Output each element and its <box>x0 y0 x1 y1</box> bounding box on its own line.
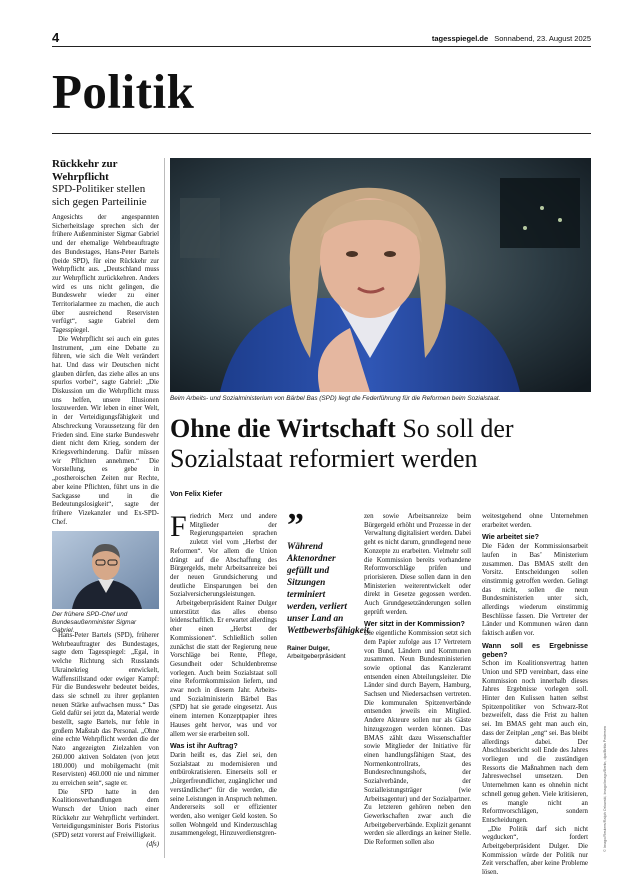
main-paragraph: weitestgehend ohne Unternehmen erarbeitet werden. <box>482 513 588 529</box>
site-name: tagesspiegel.de <box>431 34 489 43</box>
main-paragraph: Die eigentliche Kommission setzt sich dem Papier zufolge aus 17 Vertretern von Bund, Ländern und Kommunen zusammen. Neun Bundesministerien sowie optional das Kanzleramt entsenden einen Abteilungsleiter. Die Länder sind durch Bayern, Hamburg, Sachsen und Niedersachsen vertreten. Die kommunalen Spitzenverbände entsenden jeweils ein Mitglied. Andere Akteure sollen nur als Gäste hinzugezogen werden können. Das BMAS zählt dazu Wissenschaftler sowie Mitglieder der Initiative für einen handlungsfähigen Staat, des Normenkontrollrats, des Bundesrechnungshofs, der Sozialverbände, der Sozialleistungsträger (wie Arbeitsagentur) und der Sozialpartner. Zu letzteren gehören neben den Gewerkschaften zwar auch die Arbeitgeberverbände. Explizit genannt werden sie allerdings an keiner Stelle. Die Reformen sollen also <box>364 630 471 847</box>
photo-credit: © Imago/Reuters/Ralph Orlowski, Imago/Imago/Berlin, dpa/Britta Pedersen <box>603 725 607 852</box>
side-paragraph: Angesichts der angespannten Sicherheitslage sprechen sich der frühere Außenminister Sigmar Gabriel und der ehemalige Wehrbeauftragte des Bundestages, Hans-Peter Bartels (beide SPD), für eine Rückkehr zur Wehrpflicht aus. „Deutschland muss zur Wehrpflicht zurückkehren. Anders wird es uns nicht gelingen, die Bundeswehr wieder zu einer Territorialarmee zu machen, die auch über ausreichend Reservisten verfügt“, sagte Gabriel dem Tagesspiegel. <box>52 214 159 335</box>
main-paragraph: Schon im Koalitionsvertrag hatten Union und SPD vereinbart, dass eine Kommission noch innerhalb dieses Jahres Ergebnisse vorlegen soll. Hinter den Kulissen hatten selbst Spitzenpolitiker von Schwarz-Rot bezweifelt, dass die Frist zu halten sei. Im BMAS geht man auch ein, dass der Zeitplan „eng“ sei. Bas bleibt allerdings dabei. Der Abschlussbericht soll Ende des Jahres vorliegen und die zuständigen Ressorts die Maßnahmen nach dem Jahreswechsel umsetzen. Den Unternehmen kann es ohnehin nicht schnell genug gehen. Viele kritisieren, es mangle nicht an Reformvorschlägen, sondern Entscheidungen. <box>482 660 588 824</box>
quote-attribution <box>287 645 353 661</box>
main-column-3 <box>364 513 471 848</box>
side-text-bottom <box>52 632 159 850</box>
side-text-top <box>52 214 159 527</box>
main-photo-caption: Beim Arbeits- und Sozialministerium von Bärbel Bas (SPD) liegt die Federführung für die Reformen beim Sozialstaat. <box>170 395 501 402</box>
quote-role: Arbeitgeberpräsident <box>287 653 346 660</box>
side-photo <box>52 531 159 609</box>
side-paragraph: Die SPD hatte in den Koalitionsverhandlungen dem Wunsch der Union nach einer Rückkehr zur Wehrpflicht verhindert. Verteidigungsminister Boris Pistorius (SPD) setzt vorerst auf Freiwilligkeit. <box>52 788 159 840</box>
side-article <box>52 158 159 527</box>
page-header-info <box>432 34 591 43</box>
side-kicker: Rückkehr zur Wehrpflicht <box>52 158 118 183</box>
issue-date: Sonnabend, 23. August 2025 <box>494 34 591 43</box>
main-headline <box>170 414 591 474</box>
main-paragraph: zen sowie Arbeitsanreize beim Bürgergeld erhöht und Prozesse in der Verwaltung digitalisiert werden. Dabei geht es nicht darum, grundlegend neue Konzepte zu erarbeiten. Vielmehr soll die Kommission bereits vorhandene Reformvorschläge prüfen und priorisieren. Diese sollen dann in den Ministerien weiterentwickelt oder direkt in Gesetze gegossen werden. Auch Grundgesetzänderungen sollen geprüft werden. <box>364 513 471 616</box>
side-paragraph: Die Wehrpflicht sei auch ein gutes Instrument, „um eine Debatte zu führen, wie sich die Welt verändert hat. Und dass wir Deutschen nicht glauben dürfen, das ziehe alles an uns spurlos vorbei“, sagte Gabriel: „Die Diskussion um die Wehrpflicht muss uns helfen, unsere Illusionen loszuwerden. Wir leben in einer Welt, in der Verteidigungsfähigkeit und Abschreckung Voraussetzung für den Frieden sind. Eine starke Bundeswehr dient nicht dem Krieg, sondern der Kriegsverhinderung. Dafür müssen wir Pflichten annehmen.“ Die Vorstellung, es gebe in „postheroischen Zeiten nur Rechte, aber keine Pflichten, führt uns in die Sackgasse und in die Bedeutungslosigkeit“, sagte der frühere Vizekanzler und Ex-SPD-Chef. <box>52 335 159 526</box>
byline: Von Felix Kiefer <box>170 491 223 498</box>
main-paragraph: Arbeitgeberpräsident Rainer Dulger unterstützt das alles ebenso leidenschaftlich. Er erwartet allerdings eher einen „Herbst der Kommissionen“. Schließlich sollen zunächst die statt der Regierung neue Vorschläge bei Rente, Pflege, Gesundheit oder Schuldenbremse vorlegen. Auch beim Sozialstaat soll eine Reformkommission liefern, und zwar noch in diesem Jahr. Arbeits- und Sozialministerin Bärbel Bas (SPD) hat sie gerade eingesetzt. Aus einem internen Konzeptpapier ihres Hauses geht hervor, was und vor allem wer sie erarbeiten soll. <box>170 600 277 738</box>
subheading: Wer sitzt in der Kommission? <box>364 619 465 629</box>
main-headline-rest: So soll der Sozialstaat reformiert werden <box>170 414 514 473</box>
subheading: Wie arbeitet sie? <box>482 532 540 542</box>
main-photo <box>170 158 591 392</box>
main-paragraph: Friedrich Merz und andere Mitglieder der Regierungsparteien sprachen zuletzt viel vom „Herbst der Reformen“. Vor allem die Union drängt auf die Abschaffung des Bürgergelds, mehr Arbeitsanreize bei der neuen Grundsicherung und deutliche Einsparungen bei den Sozialversicherungsleistungen. <box>170 510 277 599</box>
quote-name: Rainer Dulger, <box>287 645 330 652</box>
main-paragraph: Die Fäden der Kommissionsarbeit laufen in Bas’ Ministerium zusammen. Das BMAS stellt den Vorsitz. Entscheidungen sollen einstimmig getroffen werden. Gelingt das nicht, sollen die neun Bundesministerien unter sich, allerdings wiederum einstimmig Beschlüsse fassen. Die Vertreter der Länder und Kommunen wären dann faktisch außen vor. <box>482 543 588 638</box>
header-rule <box>52 46 591 47</box>
quote-text: Während Aktenordner gefüllt und Sitzungen terminiert werden, verliert unser Land an Wettbewerbsfähigkeit. <box>287 542 372 636</box>
side-photo-caption: Der frühere SPD-Chef und Bundesaußenminister Sigmar Gabriel. <box>52 611 137 634</box>
portrait-baerbel-bas-image <box>170 158 591 392</box>
side-paragraph: Hans-Peter Bartels (SPD), früherer Wehrbeauftragter des Bundestages, sagte dem Tagesspiegel: „Egal, in welche Richtung sich Russlands Ukrainekrieg entwickelt, Waffenstillstand oder ewiger Kampf: Für die Bundeswehr bedeutet beides, dass sie schnell zu ihrer geplanten neuen Stärke aufwachsen muss.“ Das Geld dafür sei jetzt da, Material werde bestellt, sagte Bartels, nur fehle in großem Maßstab das Personal. „Ohne eine echte Wehrpflicht werden die der Nato angezeigten Zielzahlen von 260.000 aktiven Soldaten (von jetzt 180.000) und mobilgemacht (mit Reservisten) 460.000 nie und nimmer zu erreichen sein“, sagte er. <box>52 632 159 787</box>
main-paragraph: Darin heißt es, das Ziel sei, den Sozialstaat zu modernisieren und entbürokratisieren. Einerseits soll er „bürgerfreundlicher, zugänglicher und verständlicher“ für die werden, die seine Leistungen in Anspruch nehmen. Andererseits soll er effizienter werden, also weniger Geld kosten. So sollen Wohngeld und Kinderzuschlag zusammengelegt, Hinzuverdienstgren- <box>170 751 277 838</box>
side-headline: SPD-Politiker stellen sich gegen Parteilinie <box>52 183 147 208</box>
main-headline-bold: Ohne die Wirtschaft <box>170 414 396 443</box>
subheading: Wann soll es Ergebnisse geben? <box>482 640 588 659</box>
pull-quote <box>287 507 372 661</box>
page-number: 4 <box>52 30 60 45</box>
main-paragraph: „Die Politik darf sich nicht wegducken“, fordert Arbeitgeberpräsident Dulger. Die Kommission würde der Politik nur Zeit verschaffen, aber keine Probleme lösen. <box>482 825 588 877</box>
quote-mark-icon: ” <box>287 507 304 544</box>
dropcap: F <box>170 510 187 543</box>
side-author-tag: (dfs) <box>146 840 159 848</box>
section-title: Politik <box>52 64 195 119</box>
main-column-1 <box>170 510 277 839</box>
portrait-gabriel-image <box>52 531 159 609</box>
section-rule <box>52 133 591 134</box>
subheading: Was ist ihr Auftrag? <box>170 741 238 751</box>
column-divider <box>164 158 165 858</box>
main-column-4 <box>482 513 588 878</box>
